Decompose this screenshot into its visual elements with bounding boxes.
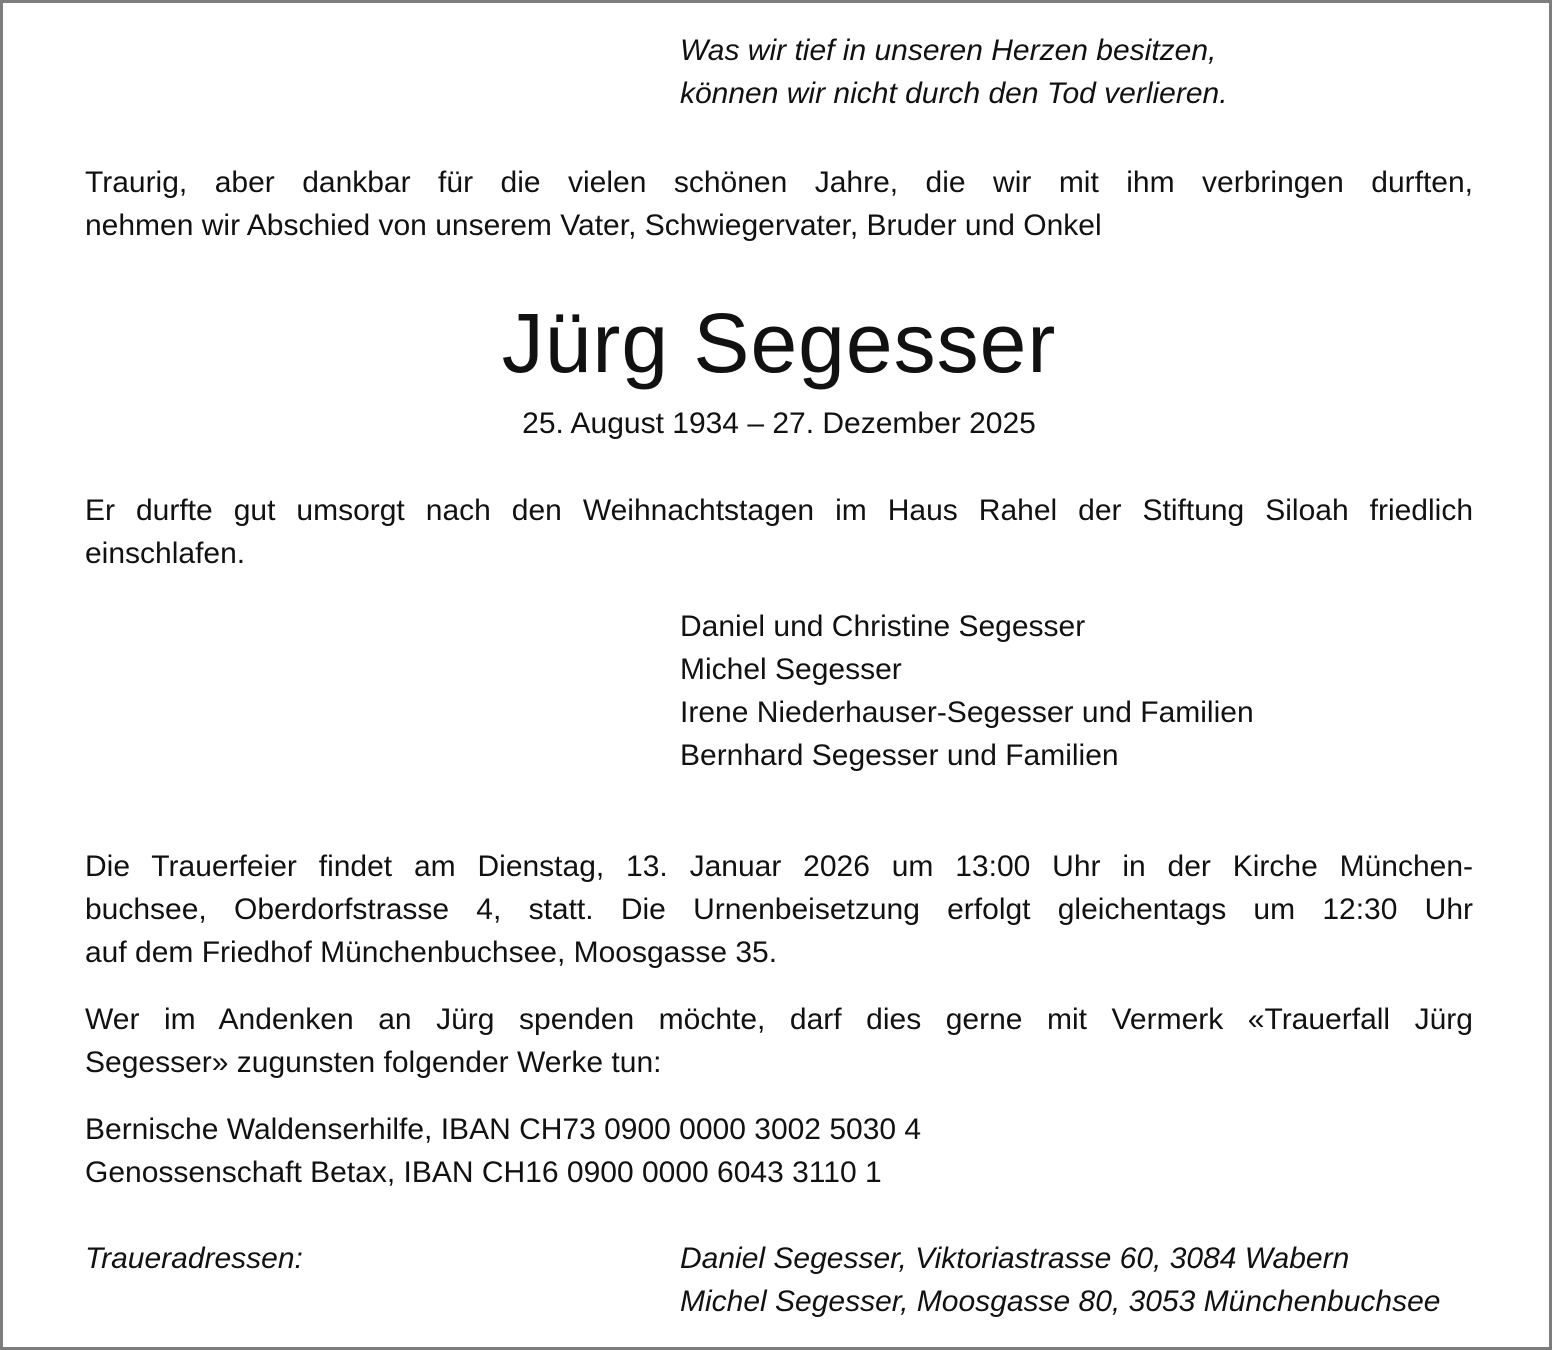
family-member: Michel Segesser [680, 653, 902, 686]
donation-line: Wer im Andenken an Jürg spenden möchte, darf dies gerne mit Vermerk «Trauerfall Jürg [85, 1003, 1473, 1036]
passing-line: Er durfte gut umsorgt nach den Weihnachtstagen im Haus Rahel der Stiftung Siloah friedlich [85, 494, 1473, 527]
intro-line: nehmen wir Abschied von unserem Vater, Schwiegervater, Bruder und Onkel [85, 209, 1102, 242]
passing-paragraph [85, 489, 1473, 575]
life-dates: 25. August 1934 – 27. Dezember 2025 [522, 407, 1036, 440]
donation-paragraph [85, 998, 1473, 1084]
intro-line: Traurig, aber dankbar für die vielen schönen Jahre, die wir mit ihm verbringen durften, [85, 166, 1473, 199]
motto-quote [680, 29, 1228, 115]
motto-line: Was wir tief in unseren Herzen besitzen, [680, 34, 1217, 67]
service-paragraph [85, 845, 1473, 974]
service-line: buchsee, Oberdorfstrasse 4, statt. Die Urnenbeisetzung erfolgt gleichentags um 12:30 Uhr [85, 893, 1473, 926]
deceased-name: Jürg Segesser [501, 296, 1057, 390]
intro-paragraph [85, 161, 1473, 247]
mourning-addresses [680, 1237, 1440, 1323]
family-member: Bernhard Segesser und Familien [680, 739, 1119, 772]
account-line: Genossenschaft Betax, IBAN CH16 0900 0000 6043 3110 1 [85, 1156, 882, 1189]
service-line: Die Trauerfeier findet am Dienstag, 13. Januar 2026 um 13:00 Uhr in der Kirche München- [85, 850, 1473, 883]
family-member: Daniel und Christine Segesser [680, 610, 1086, 643]
address-line: Michel Segesser, Moosgasse 80, 3053 Münchenbuchsee [680, 1285, 1441, 1318]
account-line: Bernische Waldenserhilfe, IBAN CH73 0900 0000 3002 5030 4 [85, 1113, 922, 1146]
address-line: Daniel Segesser, Viktoriastrasse 60, 3084 Wabern [680, 1242, 1350, 1275]
family-member: Irene Niederhauser-Segesser und Familien [680, 696, 1254, 729]
donation-line: Segesser» zugunsten folgender Werke tun: [85, 1046, 662, 1079]
service-line: auf dem Friedhof Münchenbuchsee, Moosgasse 35. [85, 936, 778, 969]
passing-line: einschlafen. [85, 537, 246, 570]
addresses-label: Traueradressen: [85, 1242, 303, 1275]
family-list [680, 605, 1254, 777]
motto-line: können wir nicht durch den Tod verlieren. [680, 77, 1228, 110]
donation-accounts [85, 1108, 921, 1194]
